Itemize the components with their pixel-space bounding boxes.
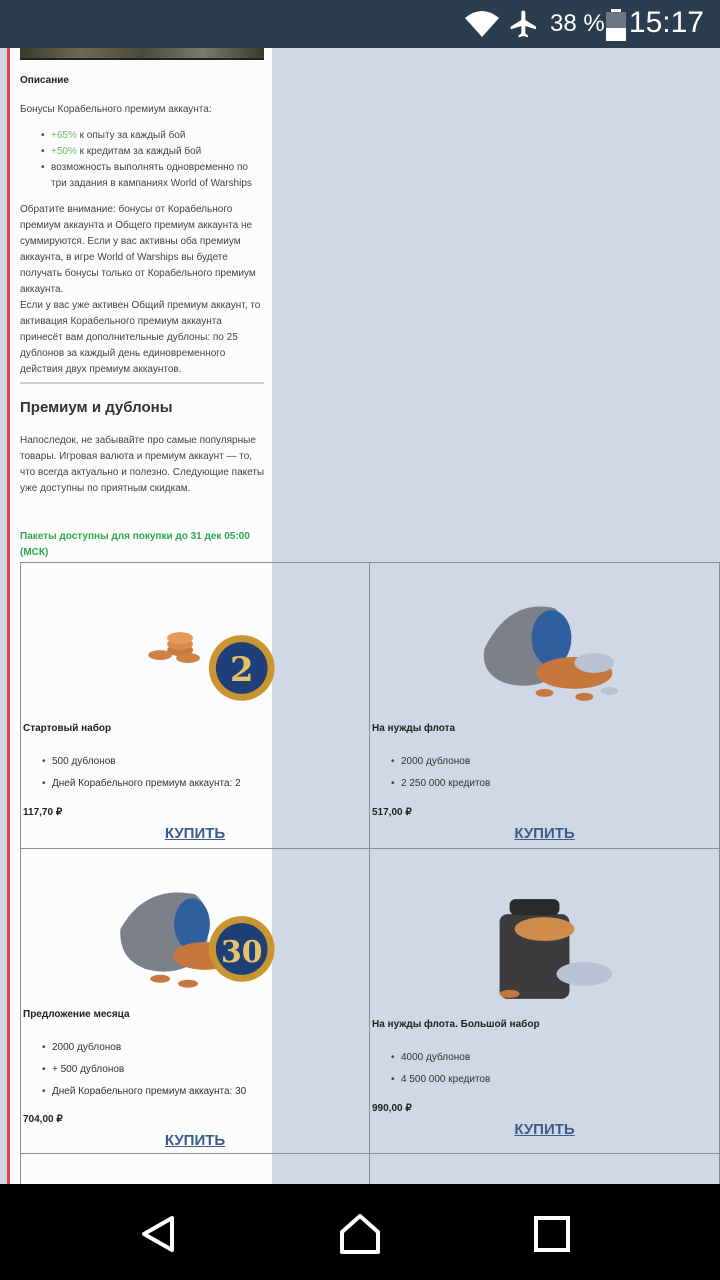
page-content[interactable] [0, 48, 720, 1184]
bonuses-intro: Бонусы Корабельного премиум аккаунта: [20, 104, 212, 115]
home-icon[interactable] [338, 1212, 382, 1256]
package-title: На нужды флота. Большой набор [372, 1019, 540, 1030]
availability-note: Пакеты доступны для покупки до 31 дек 05:00 (МСК) [20, 531, 250, 558]
package-price: 117,70 ₽ [23, 807, 63, 818]
description-heading: Описание [20, 75, 69, 86]
list-item: • Дней Корабельного премиум аккаунта: 30 [21, 1081, 246, 1103]
package-title: Стартовый набор [23, 723, 112, 734]
bonus-list [20, 128, 266, 192]
package-items [370, 1047, 490, 1091]
list-item: • 2 250 000 кредитов [370, 773, 490, 795]
package-price: 704,00 ₽ [23, 1114, 63, 1125]
list-item: • 2000 дублонов [370, 751, 490, 773]
section-paragraph: Напоследок, не забывайте про самые популярные товары. Игровая валюта и премиум аккаунт — то, что всегда актуально и полезно. Следующие пакеты уже доступны по приятным скидкам. [20, 435, 265, 494]
doubloon-bag-image [21, 884, 369, 994]
recents-icon[interactable] [534, 1216, 570, 1252]
battery-icon [605, 9, 627, 41]
section-heading: Премиум и дублоны [20, 399, 173, 416]
package-card [20, 848, 370, 1154]
banner-image [20, 48, 264, 60]
wifi-icon [464, 10, 500, 38]
list-item: • + 500 дублонов [21, 1059, 246, 1081]
list-item: • 4 500 000 кредитов [370, 1069, 490, 1091]
list-item: • возможность выполнять одновременно по три задания в кампаниях World of Warships [20, 160, 266, 192]
list-item: • 500 дублонов [21, 751, 241, 773]
list-item: • +65% к опыту за каждый бой [20, 128, 266, 144]
list-item: • +50% к кредитам за каждый бой [20, 144, 266, 160]
buy-button[interactable]: КУПИТЬ [164, 825, 226, 842]
badge-number: 2 [229, 648, 254, 689]
list-item: • Дней Корабельного премиум аккаунта: 2 [21, 773, 241, 795]
package-items [21, 751, 241, 795]
package-card [369, 562, 720, 849]
accent-border [7, 48, 10, 1184]
back-icon[interactable] [138, 1214, 178, 1254]
package-card [369, 848, 720, 1154]
list-item: • 4000 дублонов [370, 1047, 490, 1069]
package-card [20, 1153, 370, 1184]
doubloon-case-image [370, 889, 719, 1009]
package-grid [20, 562, 720, 1184]
battery-percent: 38 % [550, 10, 605, 37]
note-paragraph-2: Если у вас уже активен Общий премиум аккаунт, то активация Корабельного премиум аккаунта принесёт вам дополнительные дублоны: по 25 дублонов за каждый день единовременного действия двух премиум аккаунтов. [20, 300, 261, 375]
doubloon-bag-image [370, 593, 719, 713]
airplane-icon [508, 8, 540, 40]
buy-button[interactable]: КУПИТЬ [164, 1132, 226, 1149]
divider [20, 382, 264, 384]
package-card [20, 562, 370, 849]
package-items [370, 751, 490, 795]
package-title: Предложение месяца [23, 1009, 130, 1020]
package-title: На нужды флота [372, 723, 456, 734]
note-paragraph: Обратите внимание: бонусы от Корабельного премиум аккаунта и Общего премиум аккаунта не суммируются. Если у вас активны оба премиум аккаунта, в игре World of Warships вы будете получать бонусы только от Корабельного премиум аккаунта. [20, 204, 256, 295]
badge-number: 30 [220, 934, 263, 970]
package-items [21, 1037, 246, 1103]
list-item: • 2000 дублонов [21, 1037, 246, 1059]
status-bar [0, 0, 720, 48]
navigation-bar [0, 1184, 720, 1280]
buy-button[interactable]: КУПИТЬ [514, 825, 575, 842]
package-price: 990,00 ₽ [372, 1103, 412, 1114]
buy-button[interactable]: КУПИТЬ [514, 1121, 575, 1138]
doubloon-coins-image [21, 618, 369, 708]
clock: 15:17 [628, 6, 704, 39]
package-price: 517,00 ₽ [372, 807, 412, 818]
package-card [369, 1153, 720, 1184]
